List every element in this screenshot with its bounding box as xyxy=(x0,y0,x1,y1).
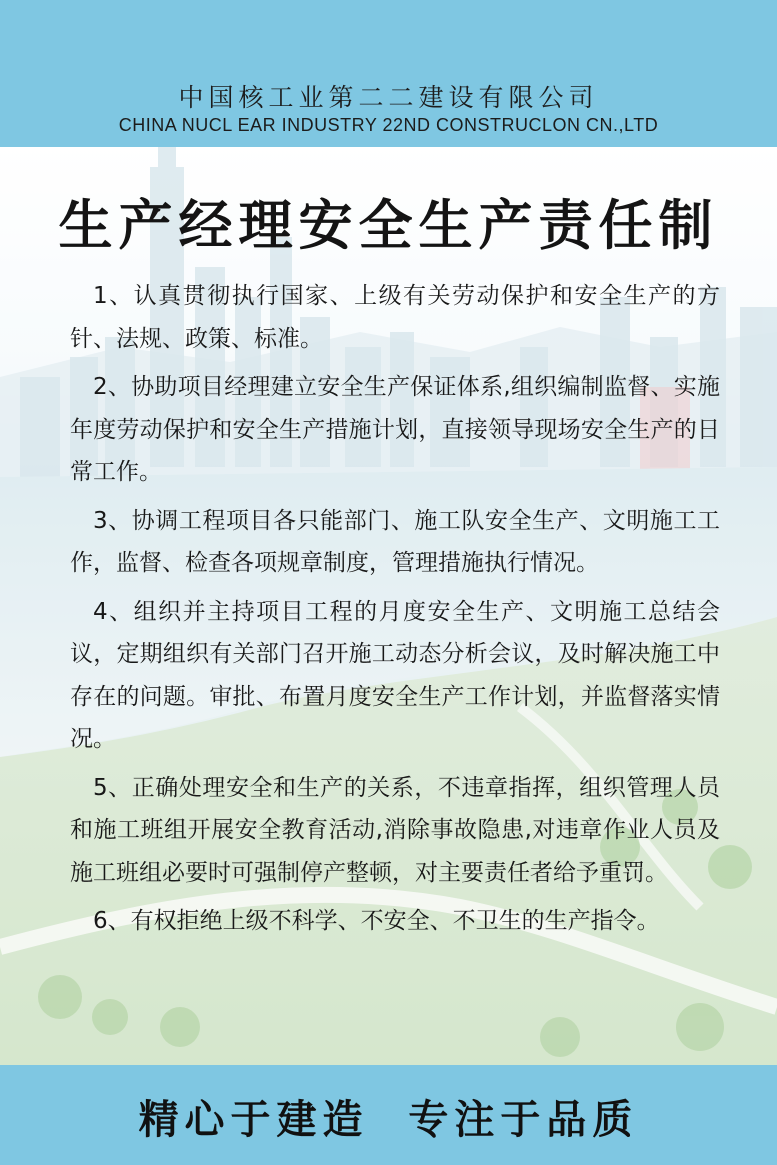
company-name-cn: 中国核工业第二二建设有限公司 xyxy=(178,83,599,112)
responsibility-item: 2、协助项目经理建立安全生产保证体系,组织编制监督、实施年度劳动保护和安全生产措施计划，直接领导现场安全生产的日常工作。 xyxy=(70,374,720,485)
responsibility-item: 4、组织并主持项目工程的月度安全生产、文明施工总结会议，定期组织有关部门召开施工动态分析会议，及时解决施工中存在的问题。审批、布置月度安全生产工作计划，并监督落实情况。 xyxy=(70,598,720,752)
footer-slogan: 精心于建造 专注于品质 xyxy=(138,1097,639,1143)
responsibility-item: 1、认真贯彻执行国家、上级有关劳动保护和安全生产的方针、法规、政策、标准。 xyxy=(70,283,720,352)
page-title: 生产经理安全生产责任制 xyxy=(58,194,719,257)
responsibility-item: 6、有权拒绝上级不科学、不安全、不卫生的生产指令。 xyxy=(93,908,660,934)
responsibility-item: 3、协调工程项目各只能部门、施工队安全生产、文明施工工作，监督、检查各项规章制度，管理措施执行情况。 xyxy=(70,507,720,576)
company-name-en: CHINA NUCL EAR INDUSTRY 22ND CONSTRUCLON CN.,LTD xyxy=(118,115,659,135)
responsibility-list xyxy=(70,275,720,949)
responsibility-item: 5、正确处理安全和生产的关系，不违章指挥，组织管理人员和施工班组开展安全教育活动,消除事故隐患,对违章作业人员及施工班组必要时可强制停产整顿，对主要责任者给予重罚。 xyxy=(70,774,720,886)
